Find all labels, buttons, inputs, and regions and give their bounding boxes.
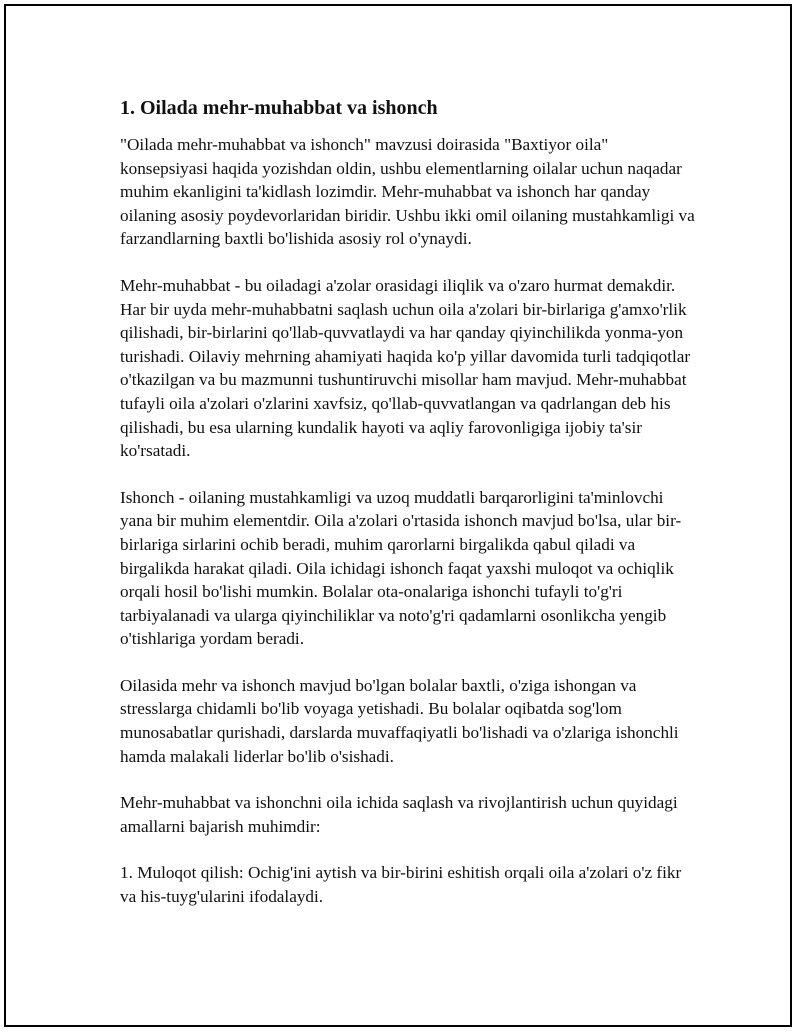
list-item-communication: 1. Muloqot qilish: Ochig'ini aytish va bir-birini eshitish orqali oila a'zolari o'z fikr va his-tuyg'ularini ifodalaydi. xyxy=(120,863,682,907)
document-page xyxy=(4,4,792,1027)
paragraph-trust: Ishonch - oilaning mustahkamligi va uzoq muddatli barqarorligini ta'minlovchi yana bir muhim elementdir. Oila a'zolari o'rtasida ishonch mavjud bo'lsa, ular bir-birlariga sirlarini ochib beradi, muhim qarorlarni birgalikda qabul qiladi va birgalikda harakat qiladi. Oila ichidagi ishonch faqat yaxshi muloqot va ochiqlik orqali hosil bo'lishi mumkin. Bolalar ota-onalariga ishonchi tufayli to'g'ri tarbiyalanadi va ularga qiyinchiliklar va noto'g'ri qadamlarni osonlikcha yengib o'tishlariga yordam beradi. xyxy=(120,487,682,649)
paragraph-love: Mehr-muhabbat - bu oiladagi a'zolar orasidagi iliqlik va o'zaro hurmat demakdir. Har bir uyda mehr-muhabbatni saqlash uchun oila a'zolari bir-birlariga g'amxo'rlik qilishadi, bir-birlarini qo'llab-quvvatlaydi va har qanday qiyinchilikda yonma-yon turishadi. Oilaviy mehrning ahamiyati haqida ko'p yillar davomida turli tadqiqotlar o'tkazilgan va bu mazmunni tushuntiruvchi misollar ham mavjud. Mehr-muhabbat tufayli oila a'zolari o'zlarini xavfsiz, qo'llab-quvvatlangan va qadrlangan deb his qilishadi, bu esa ularning kundalik hayoti va aqliy farovonligiga ijobiy ta'sir ko'rsatadi. xyxy=(120,275,691,461)
section-heading: 1. Oilada mehr-muhabbat va ishonch xyxy=(120,97,438,119)
paragraph-actions-intro: Mehr-muhabbat va ishonchni oila ichida saqlash va rivojlantirish uchun quyidagi amallarni bajarish muhimdir: xyxy=(120,793,678,836)
paragraph-intro: "Oilada mehr-muhabbat va ishonch" mavzusi doirasida "Baxtiyor oila" konsepsiyasi haqida yozishdan oldin, ushbu elementlarning oilalar uchun naqadar muhim ekanligini ta'kidlash lozimdir. Mehr-muhabbat va ishonch har qanday oilaning asosiy poydevorlaridan biridir. Ushbu ikki omil oilaning mustahkamligi va farzandlarning baxtli bo'lishida asosiy rol o'ynaydi. xyxy=(120,135,695,249)
paragraph-children: Oilasida mehr va ishonch mavjud bo'lgan bolalar baxtli, o'ziga ishongan va stresslarga chidamli bo'lib voyaga yetishadi. Bu bolalar oqibatda sog'lom munosabatlar qurishadi, darslarda muvaffaqiyatli bo'lishadi va o'zlariga ishonchli hamda malakali liderlar bo'lib o'sishadi. xyxy=(120,675,679,766)
document-body xyxy=(120,94,700,932)
